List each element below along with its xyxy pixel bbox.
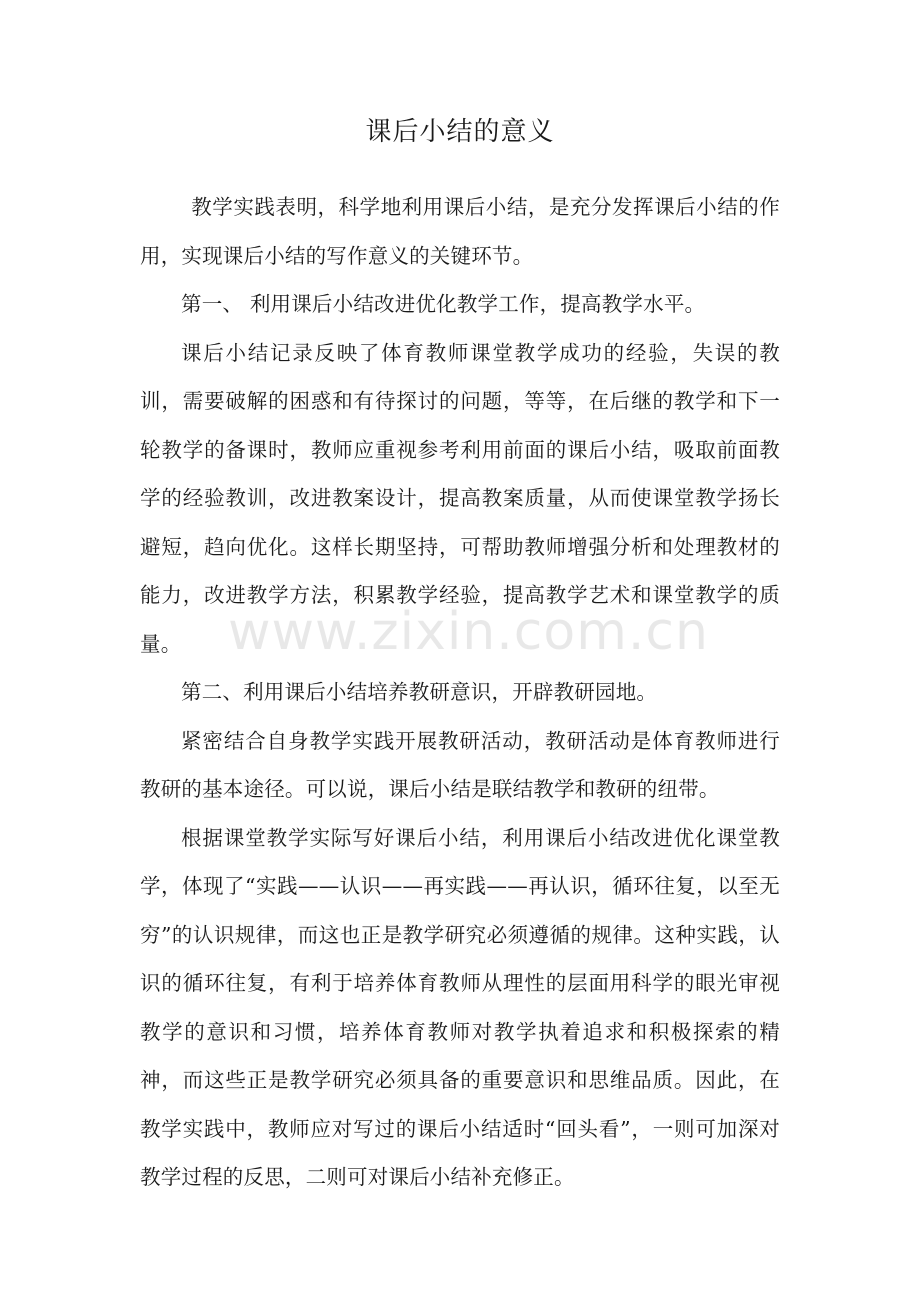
watermark-text: www.zixin.com.cn bbox=[228, 602, 709, 662]
paragraph-second-detail: 紧密结合自身教学实践开展教研活动，教研活动是体育教师进行教研的基本途径。可以说，课后小结是联结教学和教研的纽带。 bbox=[140, 728, 780, 801]
paragraph-intro: 教学实践表明，科学地利用课后小结，是充分发挥课后小结的作用，实现课后小结的写作意义的关键环节。 bbox=[140, 195, 780, 268]
document-body bbox=[140, 183, 780, 1202]
paragraph-second-elaboration: 根据课堂教学实际写好课后小结，利用课后小结改进优化课堂教学，体现了“实践——认识——再实践——再认识，循环往复，以至无穷”的认识规律，而这也正是教学研究必须遵循的规律。这种实践，认识的循环往复，有利于培养体育教师从理性的层面用科学的眼光审视教学的意识和习惯，培养体育教师对教学执着追求和积极探索的精神，而这些正是教学研究必须具备的重要意识和思维品质。因此，在教学实践中，教师应对写过的课后小结适时“回头看”，一则可加深对教学过程的反思，二则可对课后小结补充修正。 bbox=[140, 825, 780, 1189]
paragraph-heading-first: 第一、 利用课后小结改进优化教学工作，提高教学水平。 bbox=[181, 292, 706, 316]
paragraph-heading-second: 第二、利用课后小结培养教研意识，开辟教研园地。 bbox=[181, 680, 658, 704]
document-title: 课后小结的意义 bbox=[365, 117, 555, 147]
paragraph-first-detail: 课后小结记录反映了体育教师课堂教学成功的经验，失误的教训，需要破解的困惑和有待探讨的问题，等等，在后继的教学和下一轮教学的备课时，教师应重视参考利用前面的课后小结，吸取前面教学的经验教训，改进教案设计，提高教案质量，从而使课堂教学扬长避短，趋向优化。这样长期坚持，可帮助教师增强分析和处理教材的能力，改进教学方法，积累教学经验，提高教学艺术和课堂教学的质量。 bbox=[140, 340, 780, 656]
